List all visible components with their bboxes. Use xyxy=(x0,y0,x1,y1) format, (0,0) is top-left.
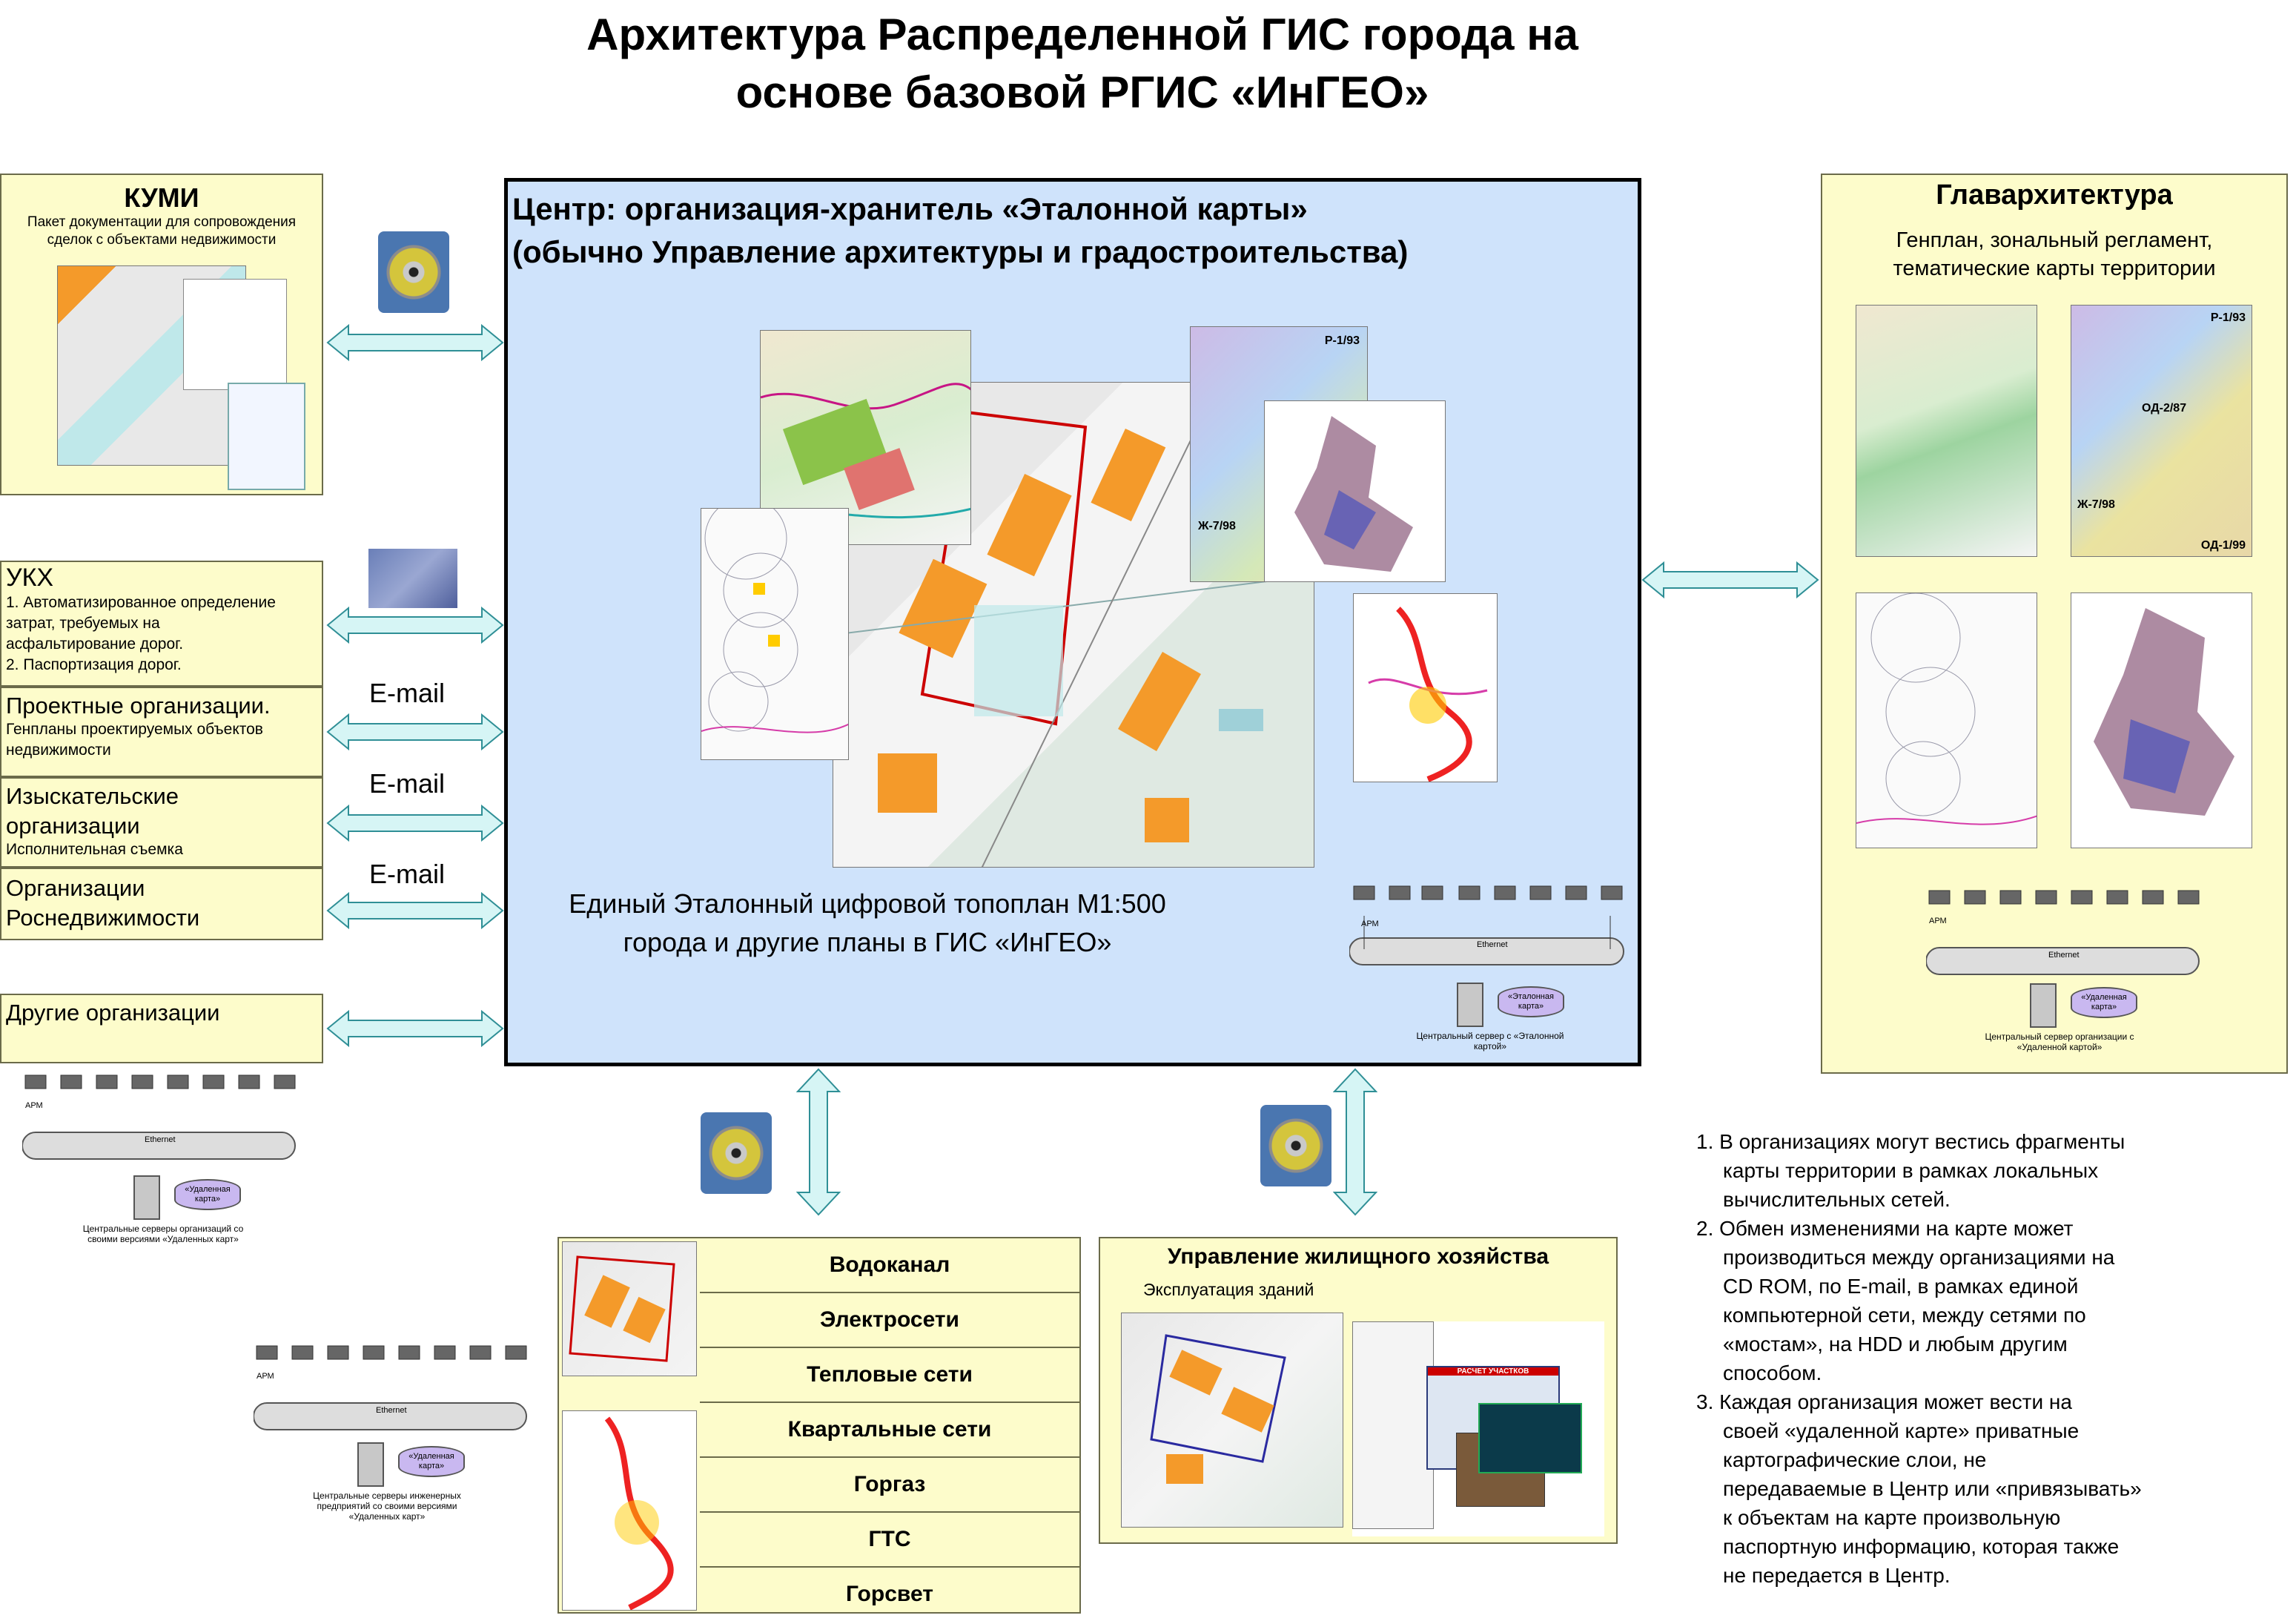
housing-screenshots xyxy=(1352,1321,1604,1536)
center-box xyxy=(504,178,1641,1066)
email-label-1: E-mail xyxy=(369,678,446,708)
network-plan-map xyxy=(701,508,849,760)
server-icon xyxy=(2030,983,2057,1028)
glav-network: АРМ Ethernet «Удаленная карта» Центральный сервер организации с «Удаленной картой» xyxy=(1926,887,2204,1065)
ukh-text: 1. Автоматизированное определение затрат, требуемых на асфальтирование дорог. 2. Паспортизация дорог. xyxy=(6,594,276,673)
glav-workstations xyxy=(1926,887,2204,983)
server-icon xyxy=(1457,983,1483,1027)
server-icon xyxy=(133,1175,160,1220)
notes xyxy=(1696,1127,2275,1590)
glav-thematic-map xyxy=(2071,592,2252,848)
kumi-text: Пакет документации для сопровождения сделок с объектами недвижимости xyxy=(27,214,297,248)
glav-text: Генплан, зональный регламент, тематические карты территории xyxy=(1893,228,2216,280)
left-server-label: Центральные серверы организаций со своими версиями «Удаленных карт» xyxy=(82,1224,244,1244)
list-item: Тепловые сети xyxy=(700,1348,1079,1403)
list-item: Водоканал xyxy=(700,1238,1079,1293)
bottom-server-label: Центральные серверы инженерных предприятий со своими версиями «Удаленных карт» xyxy=(313,1490,461,1522)
certificate-icon xyxy=(228,383,305,490)
bottom-network: АРМ Ethernet «Удаленная карта» Центральные серверы инженерных предприятий со своими версиями «Удаленных карт» xyxy=(254,1342,532,1542)
housing-map xyxy=(1121,1313,1343,1528)
thematic-map xyxy=(1264,400,1446,582)
note-1: 1. В организациях могут вестись фрагменты карты территории в рамках локальных вычислительных сетей. xyxy=(1696,1130,2125,1211)
other-orgs-box: Другие организации xyxy=(0,994,323,1063)
other-orgs-arrow xyxy=(326,1010,504,1047)
rosned-title: Организации Роснедвижимости xyxy=(6,875,200,931)
document-icon xyxy=(183,279,287,390)
ukh-arrow xyxy=(326,607,504,644)
note-2: 2. Обмен изменениями на карте может производиться между организациями на CD ROM, по E-mail, в рамках единой компьютерной сети, между сетями по «мостам», на HDD и любым другим способом. xyxy=(1696,1217,2115,1384)
center-workstations xyxy=(1349,882,1627,979)
utilities-list xyxy=(700,1238,1079,1621)
glav-box: Главархитектура Генплан, зональный регламент, тематические карты территории Р-1/93 ОД-2/87 Ж-7/98 ОД-1/99 АРМ Ethernet «Удаленная карта» Центральный сервер организации с «Удаленной картой» xyxy=(1821,174,2288,1074)
note-3: 3. Каждая организация может вести на своей «удаленной карте» приватные картографические слои, не передаваемые в Центр или «привязывать» к объектам на карте произвольную паспортную информацию, которая также не передается в Центр. xyxy=(1696,1390,2142,1587)
zoning-map: Р-1/93 Ж-7/98 xyxy=(1190,326,1368,582)
survey-orgs-title: Изыскательские организации xyxy=(6,783,179,839)
kumi-box: КУМИ Пакет документации для сопровождения сделок с объектами недвижимости xyxy=(0,174,323,495)
list-item: Электросети xyxy=(700,1293,1079,1348)
cd-icon xyxy=(1260,1105,1331,1186)
glav-genplan-map xyxy=(1856,305,2037,557)
floppy-disk-icon xyxy=(368,549,457,608)
database-icon: «Эталонная карта» xyxy=(1498,986,1564,1017)
glav-zoning-map: Р-1/93 ОД-2/87 Ж-7/98 ОД-1/99 xyxy=(2071,305,2252,557)
glav-server-label: Центральный сервер организации с «Удаленной картой» xyxy=(1985,1031,2134,1052)
database-icon: «Удаленная карта» xyxy=(2071,987,2137,1018)
glav-network-map xyxy=(1856,592,2037,848)
project-orgs-arrow xyxy=(326,713,504,750)
project-orgs-box: Проектные организации. Генпланы проектируемых объектов недвижимости xyxy=(0,687,323,777)
kumi-arrow xyxy=(326,324,504,361)
list-item: Горгаз xyxy=(700,1458,1079,1513)
housing-arrow xyxy=(1333,1068,1377,1216)
email-label-2: E-mail xyxy=(369,768,446,799)
utilities-arrow xyxy=(796,1068,841,1216)
list-item: ГТС xyxy=(700,1513,1079,1568)
project-orgs-text: Генпланы проектируемых объектов недвижимости xyxy=(6,721,263,759)
cd-icon xyxy=(701,1112,772,1194)
ukh-box: УКХ 1. Автоматизированное определение затрат, требуемых на асфальтирование дорог. 2. Паспортизация дорог. xyxy=(0,561,323,687)
center-network: АРМ Ethernet «Эталонная карта» Центральный сервер с «Эталонной картой» xyxy=(1349,882,1627,1053)
bottom-workstations xyxy=(254,1342,532,1439)
left-network: АРМ Ethernet «Удаленная карта» Центральные серверы организаций со своими версиями «Удаленных карт» xyxy=(22,1072,300,1249)
survey-orgs-box: Изыскательские организации Исполнительная съемка xyxy=(0,777,323,868)
utility-map xyxy=(1353,593,1498,782)
housing-box: Управление жилищного хозяйства Эксплуатация зданий РАСЧЕТ УЧАСТКОВ xyxy=(1099,1237,1618,1544)
database-icon: «Удаленная карта» xyxy=(398,1446,465,1477)
list-item: Горсвет xyxy=(846,1582,933,1606)
list-item: Квартальные сети xyxy=(700,1403,1079,1458)
page-title: Архитектура Распределенной ГИС города на основе базовой РГИС «ИнГЕО» xyxy=(586,10,1578,117)
utilities-map-1 xyxy=(562,1241,697,1376)
utilities-map-2 xyxy=(562,1410,697,1611)
cd-icon xyxy=(378,231,449,313)
left-workstations xyxy=(22,1072,300,1168)
building-3d-view xyxy=(1478,1403,1582,1473)
survey-orgs-arrow xyxy=(326,805,504,842)
database-icon: «Удаленная карта» xyxy=(174,1179,241,1210)
server-icon xyxy=(357,1442,384,1487)
rosned-arrow xyxy=(326,892,504,929)
software-dialog: РАСЧЕТ УЧАСТКОВ xyxy=(1426,1366,1560,1470)
email-label-3: E-mail xyxy=(369,859,446,889)
software-window xyxy=(1352,1321,1434,1529)
center-heading: Центр: организация-хранитель «Эталонной карты» (обычно Управление архитектуры и градостроительства) xyxy=(512,191,1409,269)
center-caption: Единый Эталонный цифровой топоплан М1:500 города и другие планы в ГИС «ИнГЕО» xyxy=(569,888,1166,957)
center-server-label: Центральный сервер с «Эталонной картой» xyxy=(1416,1031,1564,1051)
glav-arrow xyxy=(1641,558,1819,602)
utilities-box xyxy=(558,1237,1081,1614)
rosned-box xyxy=(0,868,323,940)
